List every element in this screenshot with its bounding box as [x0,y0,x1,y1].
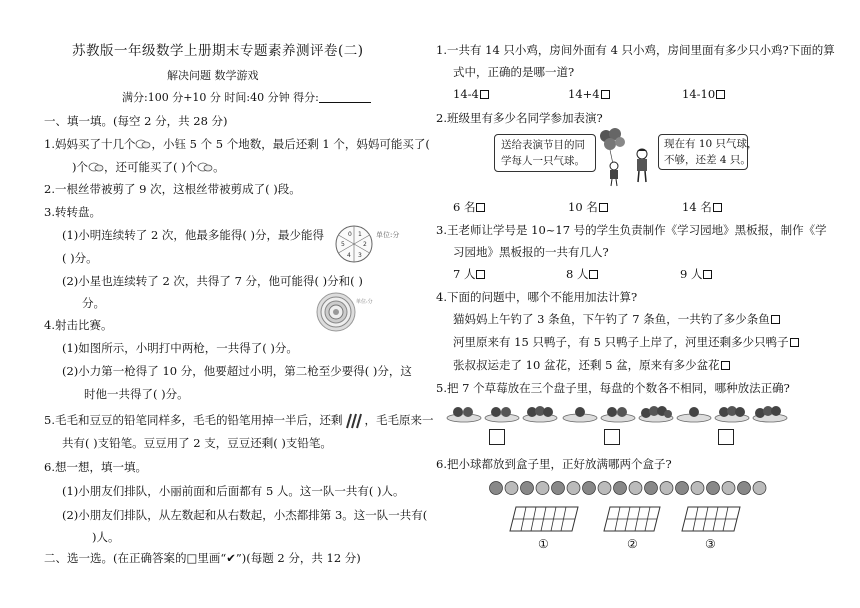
answer-box[interactable] [721,361,730,370]
question-2: 2.一根丝带被剪了 9 次，这根丝带被剪成了( )段。 [44,182,301,196]
ball-icon [521,482,534,495]
q1-option-a: 14-4 [453,89,489,101]
ball-icon [660,482,673,495]
box-label-1: ① [538,537,549,551]
balloon-girl-figure [598,128,628,188]
spinner-number: 5 [341,241,345,248]
egg-icon [197,161,213,172]
answer-box[interactable] [771,315,780,324]
answer-box[interactable] [604,429,620,445]
answer-box[interactable] [601,90,610,99]
answer-box[interactable] [718,429,734,445]
question-4: 4.射击比赛。 [44,318,113,332]
ball-icon [676,482,689,495]
pencils-icon [342,413,364,427]
q3-option-b: 8 人 [566,269,598,281]
answer-box[interactable] [703,270,712,279]
spinner-number: 0 [348,231,352,238]
question-3-1b: ( )分。 [62,251,98,265]
question-1-line1: 1.妈妈买了十几个 ，小钰 5 个 5 个地数，最后还剩 1 个，妈妈可能买了( [44,137,430,151]
bubble-text-2b: 不够，还差 4 只。 [664,154,751,166]
score-line [122,92,371,103]
choice-question-5: 5.把 7 个草莓放在三个盘子里，每盘的个数各不相同，哪种放法正确? [436,381,790,395]
q2-option-b: 10 名 [568,202,608,214]
question-5-line2: 共有( )支铅笔。豆豆用了 2 支，豆豆还剩( )支铅笔。 [62,436,332,450]
egg-icon [135,138,151,149]
question-3-1a: (1)小明连续转了 2 次，他最多能得( )分，最少能得 [62,228,325,242]
choice-question-3a: 3.王老师让学号是 10~17 号的学生负责制作《学习园地》黑板报，制作《学 [436,223,827,237]
question-3-2a: (2)小星也连续转了 2 次，共得了 7 分，他可能得( )分和( ) [62,274,363,288]
q3-option-c: 9 人 [680,269,712,281]
q4-option-c: 张叔叔运走了 10 盆花，还剩 5 盆，原来有多少盆花 [453,360,730,372]
q2-option-c: 14 名 [682,202,722,214]
page-subtitle: 解决问题 数学游戏 [167,69,259,82]
answer-box[interactable] [599,203,608,212]
choice-question-4: 4.下面的问题中，哪个不能用加法计算? [436,290,638,304]
question-6-2b: )人。 [92,530,120,544]
page-title: 苏教版一年级数学上册期末专题素养测评卷(二) [72,43,364,59]
answer-box[interactable] [716,90,725,99]
score-text: 满分:100 分+10 分 时间:40 分钟 得分: [122,91,319,104]
ball-icon [722,482,735,495]
bubble-text-1b: 学每人一只气球。 [501,155,585,167]
ball-icon [691,482,704,495]
ball-icon [629,482,642,495]
choice-question-6: 6.把小球都放到盒子里，正好放满哪两个盒子? [436,457,672,471]
ball-icon [490,482,503,495]
q4-option-a: 猫妈妈上午钓了 3 条鱼，下午钓了 7 条鱼，一共钓了多少条鱼 [453,314,780,326]
question-4-2a: (2)小力第一枪得了 10 分，他要超过小明，第二枪至少要得( )分，这 [62,364,412,378]
box-option-2 [602,505,662,533]
q1-option-c: 14-10 [682,89,725,101]
ball-icon [536,482,549,495]
choice-question-1a: 1.一共有 14 只小鸡，房间外面有 4 只小鸡，房间里面有多少只小鸡?下面的算 [436,43,835,57]
ball-icon [707,482,720,495]
boy-figure [631,148,653,188]
q4-option-b: 河里原来有 15 只鸭子，有 5 只鸭子上岸了，河里还剩多少只鸭子 [453,337,799,349]
q1-option-b: 14+4 [568,89,610,101]
question-5-line1: 5.毛毛和豆豆的铅笔同样多，毛毛的铅笔用掉一半后，还剩 ，毛毛原来一 [44,413,434,427]
bubble-text-2a: 现在有 10 只气球， [664,138,758,150]
answer-box[interactable] [476,203,485,212]
spinner-number: 3 [358,252,362,259]
q2-option-a: 6 名 [453,202,485,214]
question-1-line2: )个 ，还可能买了( )个 。 [72,160,225,174]
balls-row [488,480,778,496]
target-figure [316,292,356,332]
box-label-2: ② [627,537,638,551]
strawberry-plates-option-1 [446,402,558,424]
ball-icon [583,482,596,495]
choice-question-3b: 习园地》黑板报的一共有几人? [453,245,609,259]
ball-icon [738,482,751,495]
bubble-text-1a: 送给表演节目的同 [501,139,585,151]
score-blank[interactable] [319,93,371,103]
question-6-2a: (2)小朋友们排队，从左数起和从右数起，小杰都排第 3。这一队一共有( [62,508,428,522]
box-label-3: ③ [705,537,716,551]
ball-icon [645,482,658,495]
answer-box[interactable] [589,270,598,279]
strawberry-plates-option-3 [676,402,788,424]
choice-question-2: 2.班级里有多少名同学参加表演? [436,111,603,125]
box-option-1 [508,505,580,533]
ball-icon [598,482,611,495]
spinner-number: 1 [358,231,362,238]
spinner-unit-label: 单位:分 [376,231,400,239]
ball-icon [614,482,627,495]
strawberry-plates-option-2 [562,402,674,424]
answer-box[interactable] [476,270,485,279]
target-unit-label: 单位:分 [356,299,373,305]
answer-box[interactable] [713,203,722,212]
q3-option-a: 7 人 [453,269,485,281]
spinner-number: 4 [347,252,351,259]
question-6: 6.想一想，填一填。 [44,460,147,474]
question-3-2b: 分。 [82,296,105,310]
ball-icon [567,482,580,495]
answer-box[interactable] [790,338,799,347]
ball-icon [552,482,565,495]
section1-heading: 一、填一填。(每空 2 分，共 28 分) [44,114,228,128]
question-4-2b: 时他一共得了( )分。 [84,387,189,401]
spinner-figure [334,224,374,264]
ball-icon [505,482,518,495]
question-3: 3.转转盘。 [44,205,101,219]
choice-question-1b: 式中，正确的是哪一道? [453,65,575,79]
answer-box[interactable] [480,90,489,99]
box-option-3 [680,505,742,533]
ball-icon [753,482,766,495]
section2-heading: 二、选一选。(在正确答案的□里画“✔”)(每题 2 分，共 12 分) [44,551,361,565]
spinner-number: 2 [363,241,367,248]
question-6-1: (1)小朋友们排队，小丽前面和后面都有 5 人。这一队一共有( )人。 [62,484,405,498]
answer-box[interactable] [489,429,505,445]
egg-icon [88,161,104,172]
question-4-1: (1)如图所示，小明打中两枪，一共得了( )分。 [62,341,298,355]
